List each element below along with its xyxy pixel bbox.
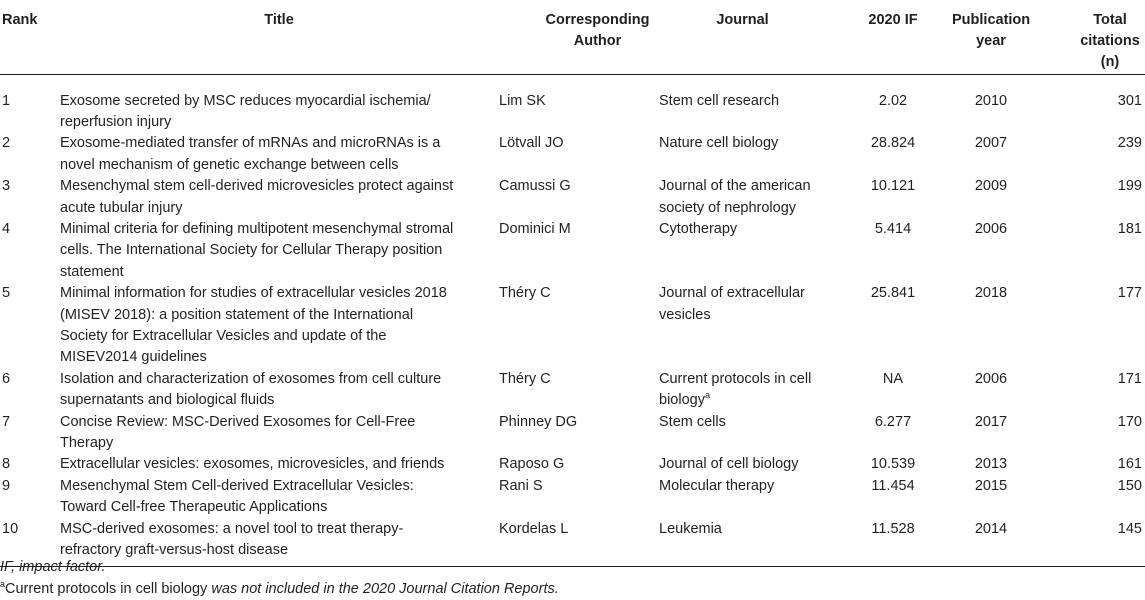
author-cell — [498, 133, 659, 176]
journal-cell-text: Stem cell research — [659, 92, 780, 109]
footnote-marker: a — [704, 390, 710, 401]
journal-cell-text: Journal of cell biology — [659, 456, 799, 473]
impact-factor-cell-text: 6.277 — [874, 413, 912, 430]
journal-cell-text: Journal of extracellular vesicles — [659, 285, 805, 323]
footnote-text: was not included in the 2020 Journal Citation Reports. — [207, 581, 559, 597]
citations-cell — [1040, 283, 1145, 369]
impact-factor-cell-text: 2.02 — [878, 92, 908, 109]
year-cell-text: 2010 — [974, 92, 1008, 109]
table-row — [0, 412, 1145, 455]
author-cell-text: Lim SK — [499, 92, 546, 109]
impact-factor-cell-text: 28.824 — [870, 135, 916, 152]
title-cell — [60, 412, 498, 455]
journal-cell — [659, 176, 844, 219]
author-cell — [498, 283, 659, 369]
header-if-label: 2020 IF — [868, 12, 918, 28]
author-cell — [498, 369, 659, 412]
author-cell-text: Théry C — [499, 370, 551, 387]
citations-cell-text: 181 — [1117, 220, 1142, 237]
title-cell-text: Mesenchymal Stem Cell-derived Extracellular Vesicles: Toward Cell-free Therapeutic Applications — [60, 477, 414, 516]
table-row — [0, 176, 1145, 219]
title-cell-text: Concise Review: MSC-Derived Exosomes for Cell-Free Therapy — [60, 413, 416, 451]
rank-cell — [0, 476, 60, 519]
citations-cell — [1040, 133, 1145, 176]
journal-cell — [659, 74, 844, 133]
title-cell — [60, 476, 498, 519]
author-cell-text: Camussi G — [499, 178, 571, 195]
year-cell-text: 2009 — [974, 178, 1008, 195]
year-cell-text: 2006 — [974, 220, 1008, 237]
author-cell-text: Rani S — [499, 477, 543, 494]
header-title: Title — [60, 0, 498, 74]
title-cell — [60, 74, 498, 133]
author-cell — [498, 476, 659, 519]
footnote-marker: a — [0, 579, 6, 590]
impact-factor-cell — [844, 176, 942, 219]
impact-factor-cell-text: 11.454 — [871, 477, 915, 494]
header-citations — [1040, 0, 1145, 74]
citations-cell — [1040, 476, 1145, 519]
journal-cell — [659, 412, 844, 455]
rank-cell-text: 1 — [2, 92, 11, 109]
title-cell-text: MSC-derived exosomes: a novel tool to treat therapy-refractory graft-versus-host disease — [60, 520, 404, 559]
title-cell-text: Isolation and characterization of exosomes from cell culture supernatants and biological fluids — [60, 370, 442, 409]
header-author — [498, 0, 659, 74]
citations-cell — [1040, 519, 1145, 567]
impact-factor-cell-text: 5.414 — [874, 220, 912, 237]
impact-factor-cell — [844, 133, 942, 176]
title-cell-text: Exosome-mediated transfer of mRNAs and microRNAs is a novel mechanism of genetic exchange between cells — [60, 135, 441, 173]
table-row — [0, 476, 1145, 519]
journal-cell — [659, 476, 844, 519]
rank-cell-text: 4 — [2, 220, 11, 237]
title-cell — [60, 454, 498, 475]
impact-factor-cell — [844, 519, 942, 567]
author-cell-text: Dominici M — [499, 220, 571, 237]
citations-cell-text: 171 — [1117, 370, 1142, 387]
year-cell — [942, 454, 1040, 475]
citations-cell — [1040, 219, 1145, 283]
rank-cell — [0, 133, 60, 176]
title-cell — [60, 283, 498, 369]
journal-cell-text: Current protocols in cell biology — [659, 370, 812, 409]
citations-cell-text: 145 — [1117, 520, 1142, 537]
year-cell — [942, 133, 1040, 176]
impact-factor-cell — [844, 283, 942, 369]
impact-factor-cell — [844, 476, 942, 519]
journal-cell-text: Stem cells — [659, 413, 726, 430]
rank-cell-text: 3 — [2, 178, 11, 195]
year-cell — [942, 412, 1040, 455]
citations-cell — [1040, 74, 1145, 133]
header-rank: Rank — [0, 0, 60, 74]
journal-cell — [659, 369, 844, 412]
impact-factor-cell — [844, 454, 942, 475]
year-cell — [942, 519, 1040, 567]
header-author-label: Corresponding Author — [545, 12, 650, 49]
header-year-label: Publication year — [952, 12, 1031, 49]
author-cell — [498, 219, 659, 283]
table-row — [0, 283, 1145, 369]
journal-cell-text: Leukemia — [659, 520, 722, 537]
journal-cell — [659, 454, 844, 475]
table-notes — [0, 556, 559, 600]
year-cell-text: 2018 — [974, 285, 1008, 302]
header-journal — [659, 0, 844, 74]
rank-cell-text: 7 — [2, 413, 11, 430]
citations-cell-text: 239 — [1117, 135, 1142, 152]
author-cell — [498, 176, 659, 219]
year-cell — [942, 219, 1040, 283]
journal-cell-text: Cytotherapy — [659, 220, 738, 237]
header-citations-label: Total citations (n) — [1080, 12, 1140, 70]
author-cell — [498, 454, 659, 475]
journal-cell — [659, 283, 844, 369]
citations-cell-text: 170 — [1117, 413, 1142, 430]
title-cell-text: Minimal criteria for defining multipotent mesenchymal stromal cells. The International Society for Cellular Therapy position statement — [60, 220, 454, 280]
journal-cell-text: Nature cell biology — [659, 135, 779, 152]
impact-factor-cell — [844, 74, 942, 133]
rank-cell — [0, 176, 60, 219]
year-cell — [942, 74, 1040, 133]
citations-cell — [1040, 454, 1145, 475]
citations-cell-text: 199 — [1117, 178, 1142, 195]
impact-factor-cell-text: 10.121 — [870, 178, 916, 195]
rank-cell — [0, 454, 60, 475]
header-row — [0, 0, 1145, 74]
impact-factor-cell — [844, 369, 942, 412]
rank-cell-text: 10 — [2, 520, 19, 537]
abbreviation-note: IF, impact factor. — [0, 559, 106, 575]
title-cell-text: Mesenchymal stem cell-derived microvesicles protect against acute tubular injury — [60, 178, 454, 216]
citations-cell-text: 150 — [1117, 477, 1142, 494]
rank-cell — [0, 74, 60, 133]
title-cell-text: Extracellular vesicles: exosomes, microvesicles, and friends — [60, 456, 445, 473]
journal-cell-text: Molecular therapy — [659, 477, 775, 494]
year-cell — [942, 369, 1040, 412]
rank-cell-text: 5 — [2, 285, 11, 302]
year-cell — [942, 476, 1040, 519]
citations-cell — [1040, 369, 1145, 412]
table-body — [0, 74, 1145, 567]
footnote — [0, 578, 559, 600]
impact-factor-cell-text: 25.841 — [870, 285, 916, 302]
header-journal-label: Journal — [716, 12, 769, 28]
header-if — [844, 0, 942, 74]
citations-cell-text: 301 — [1117, 92, 1142, 109]
year-cell — [942, 283, 1040, 369]
journal-cell-text: Journal of the american society of nephrology — [659, 178, 811, 216]
year-cell-text: 2017 — [974, 413, 1008, 430]
rank-cell-text: 6 — [2, 370, 11, 387]
rank-cell — [0, 283, 60, 369]
author-cell — [498, 74, 659, 133]
title-cell-text: Minimal information for studies of extracellular vesicles 2018 (MISEV 2018): a position statement of the International Society for Extracellular Vesicles and update of the MISEV2014 guidelines — [60, 285, 447, 366]
impact-factor-cell-text: 11.528 — [871, 520, 915, 537]
rank-cell — [0, 219, 60, 283]
table-row — [0, 454, 1145, 475]
title-cell — [60, 219, 498, 283]
impact-factor-cell — [844, 412, 942, 455]
title-cell — [60, 176, 498, 219]
table-row — [0, 369, 1145, 412]
table-row — [0, 133, 1145, 176]
year-cell-text: 2015 — [974, 477, 1008, 494]
citations-cell — [1040, 412, 1145, 455]
title-cell-text: Exosome secreted by MSC reduces myocardial ischemia/ reperfusion injury — [60, 92, 431, 130]
citations-cell-text: 177 — [1117, 285, 1142, 302]
journal-cell — [659, 219, 844, 283]
table-row — [0, 219, 1145, 283]
table-row — [0, 74, 1145, 133]
year-cell-text: 2006 — [974, 370, 1008, 387]
author-cell — [498, 412, 659, 455]
footnote-journal: Current protocols in cell biology — [5, 581, 208, 597]
title-cell — [60, 369, 498, 412]
author-cell-text: Théry C — [499, 285, 551, 302]
author-cell-text: Phinney DG — [499, 413, 578, 430]
rank-cell — [0, 369, 60, 412]
journal-cell — [659, 519, 844, 567]
year-cell — [942, 176, 1040, 219]
impact-factor-cell-text: 10.539 — [870, 456, 916, 473]
title-cell — [60, 133, 498, 176]
rank-cell-text: 8 — [2, 456, 11, 473]
year-cell-text: 2013 — [974, 456, 1008, 473]
author-cell-text: Raposo G — [499, 456, 565, 473]
header-year — [942, 0, 1040, 74]
impact-factor-cell — [844, 219, 942, 283]
year-cell-text: 2014 — [974, 520, 1008, 537]
year-cell-text: 2007 — [974, 135, 1008, 152]
rank-cell — [0, 412, 60, 455]
author-cell-text: Lötvall JO — [499, 135, 564, 152]
rank-cell-text: 9 — [2, 477, 11, 494]
author-cell-text: Kordelas L — [499, 520, 569, 537]
citations-cell — [1040, 176, 1145, 219]
impact-factor-cell-text: NA — [882, 370, 904, 387]
rank-cell-text: 2 — [2, 135, 11, 152]
citations-cell-text: 161 — [1117, 456, 1142, 473]
journal-cell — [659, 133, 844, 176]
